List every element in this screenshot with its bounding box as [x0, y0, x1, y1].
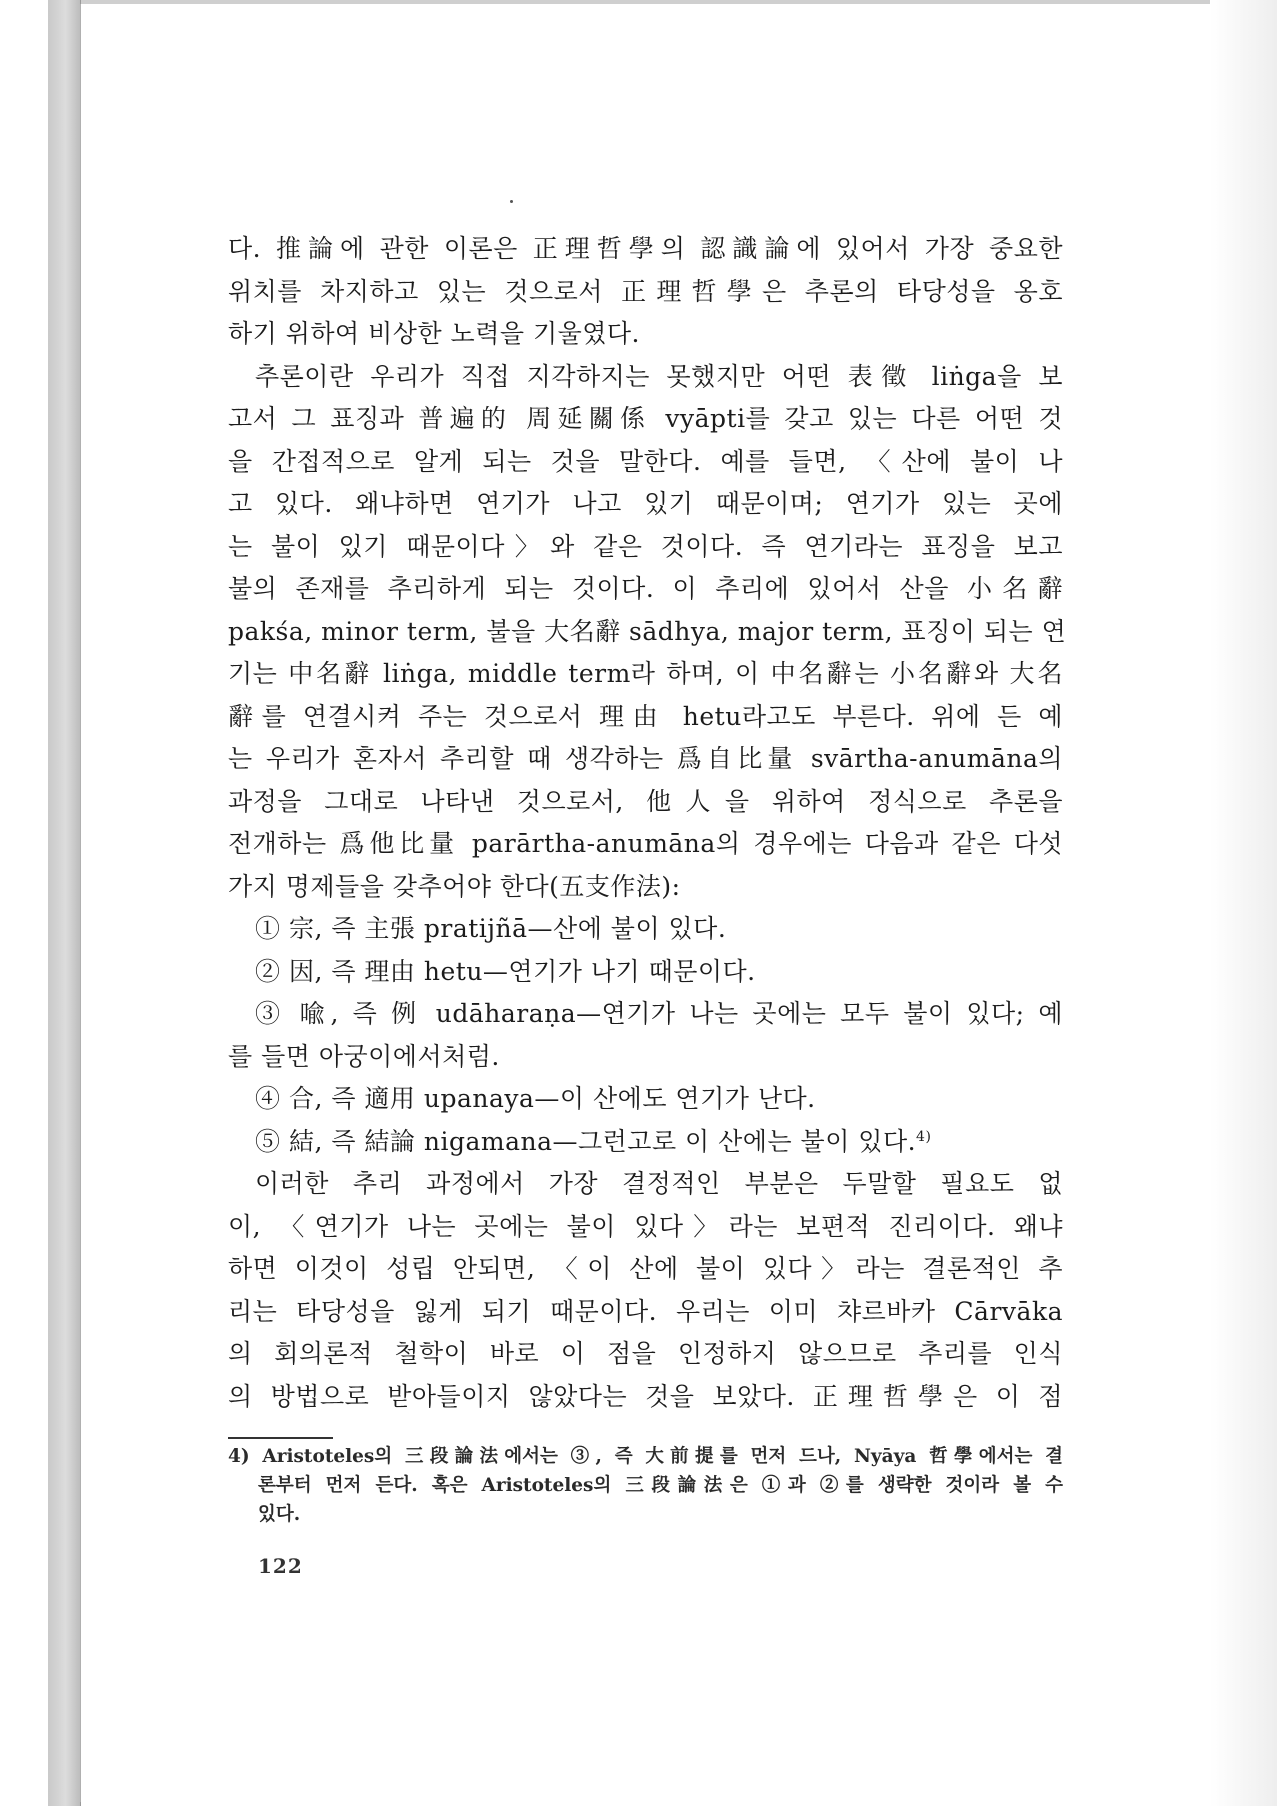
text-line: 하면 이것이 성립 안되면, 〈이 산에 불이 있다〉라는 결론적인 추	[228, 1254, 1063, 1283]
text-line: 는 우리가 혼자서 추리할 때 생각하는 爲自比量 svārtha-anumāna의	[228, 744, 1063, 773]
paragraph-start: 이러한 추리 과정에서 가장 결정적인 부분은 두말할 필요도 없	[255, 1169, 1063, 1198]
text-line: 위치를 차지하고 있는 것으로서 正理哲學은 추론의 타당성을 옹호	[228, 276, 1063, 306]
footnote-reference: 4)	[916, 1128, 932, 1145]
book-spine-edge	[48, 0, 81, 1806]
footnote	[228, 1442, 1063, 1529]
text-line: 고 있다. 왜냐하면 연기가 나고 있기 때문이며; 연기가 있는 곳에	[228, 489, 1063, 518]
text-line: 의 회의론적 철학이 바로 이 점을 인정하지 않으므로 추리를 인식	[228, 1339, 1063, 1368]
text-line: 이, 〈연기가 나는 곳에는 불이 있다〉라는 보편적 진리이다. 왜냐	[228, 1211, 1063, 1241]
page-number: 122	[258, 1554, 303, 1578]
footnote-line: 있다.	[258, 1504, 301, 1525]
list-item-3-continued: 를 들면 아궁이에서처럼.	[228, 1041, 500, 1071]
print-speck	[510, 200, 513, 203]
text-line: 는 불이 있기 때문이다〉와 같은 것이다. 즉 연기라는 표징을 보고	[228, 531, 1063, 561]
list-item-5-text: ⑤ 結, 즉 結論 nigamana—그런고로 이 산에는 불이 있다.	[255, 1126, 917, 1156]
text-line: 기는 中名辭 liṅga, middle term라 하며, 이 中名辭는 小名辭와 大名	[228, 659, 1063, 688]
list-item-4: ④ 合, 즉 適用 upanaya—이 산에도 연기가 난다.	[255, 1084, 816, 1113]
list-item-1: ① 宗, 즉 主張 pratijñā—산에 불이 있다.	[255, 914, 727, 943]
text-line: 하기 위하여 비상한 노력을 기울였다.	[228, 319, 640, 348]
text-line: 辭를 연결시켜 주는 것으로서 理由 hetu라고도 부른다. 위에 든 예	[228, 701, 1063, 731]
footnote-divider	[228, 1437, 333, 1439]
text-line: 가지 명제들을 갖추어야 한다(五支作法):	[228, 871, 681, 901]
text-line: 과정을 그대로 나타낸 것으로서, 他人을 위하여 정식으로 추론을	[228, 786, 1063, 816]
footnote-line: 4) Aristoteles의 三段論法에서는 ③, 즉 大前提를 먼저 드나, Nyāya 哲學에서는 결	[228, 1446, 1063, 1467]
page-right-shadow	[1210, 0, 1277, 1806]
text-line: 불의 존재를 추리하게 되는 것이다. 이 추리에 있어서 산을 小名辭	[228, 574, 1063, 603]
text-line: 다. 推論에 관한 이론은 正理哲學의 認識論에 있어서 가장 중요한	[228, 234, 1063, 263]
body-text	[228, 228, 1067, 1418]
list-item-5	[228, 1121, 1063, 1164]
list-item-2: ② 因, 즉 理由 hetu—연기가 나기 때문이다.	[255, 956, 756, 986]
text-line: 고서 그 표징과 普遍的 周延關係 vyāpti를 갖고 있는 다른 어떤 것	[228, 404, 1063, 433]
text-line: pakśa, minor term, 불을 大名辭 sādhya, major term, 표징이 되는 연	[228, 616, 1067, 646]
text-line: 리는 타당성을 잃게 되기 때문이다. 우리는 이미 챠르바카 Cārvāka	[228, 1296, 1063, 1326]
text-line: 의 방법으로 받아들이지 않았다는 것을 보았다. 正理哲學은 이 점	[228, 1381, 1063, 1411]
text-line: 을 간접적으로 알게 되는 것을 말한다. 예를 들면, 〈산에 불이 나	[228, 446, 1063, 476]
footnote-line: 론부터 먼저 든다. 혹은 Aristoteles의 三段論法은 ①과 ②를 생략한 것이라 볼 수	[258, 1475, 1063, 1496]
text-line: 전개하는 爲他比量 parārtha-anumāna의 경우에는 다음과 같은 다섯	[228, 829, 1063, 858]
list-item-3: ③ 喩, 즉 例 udāharaṇa—연기가 나는 곳에는 모두 불이 있다; 예	[255, 999, 1063, 1028]
paragraph-start: 추론이란 우리가 직접 지각하지는 못했지만 어떤 表徵 liṅga을 보	[255, 361, 1063, 391]
